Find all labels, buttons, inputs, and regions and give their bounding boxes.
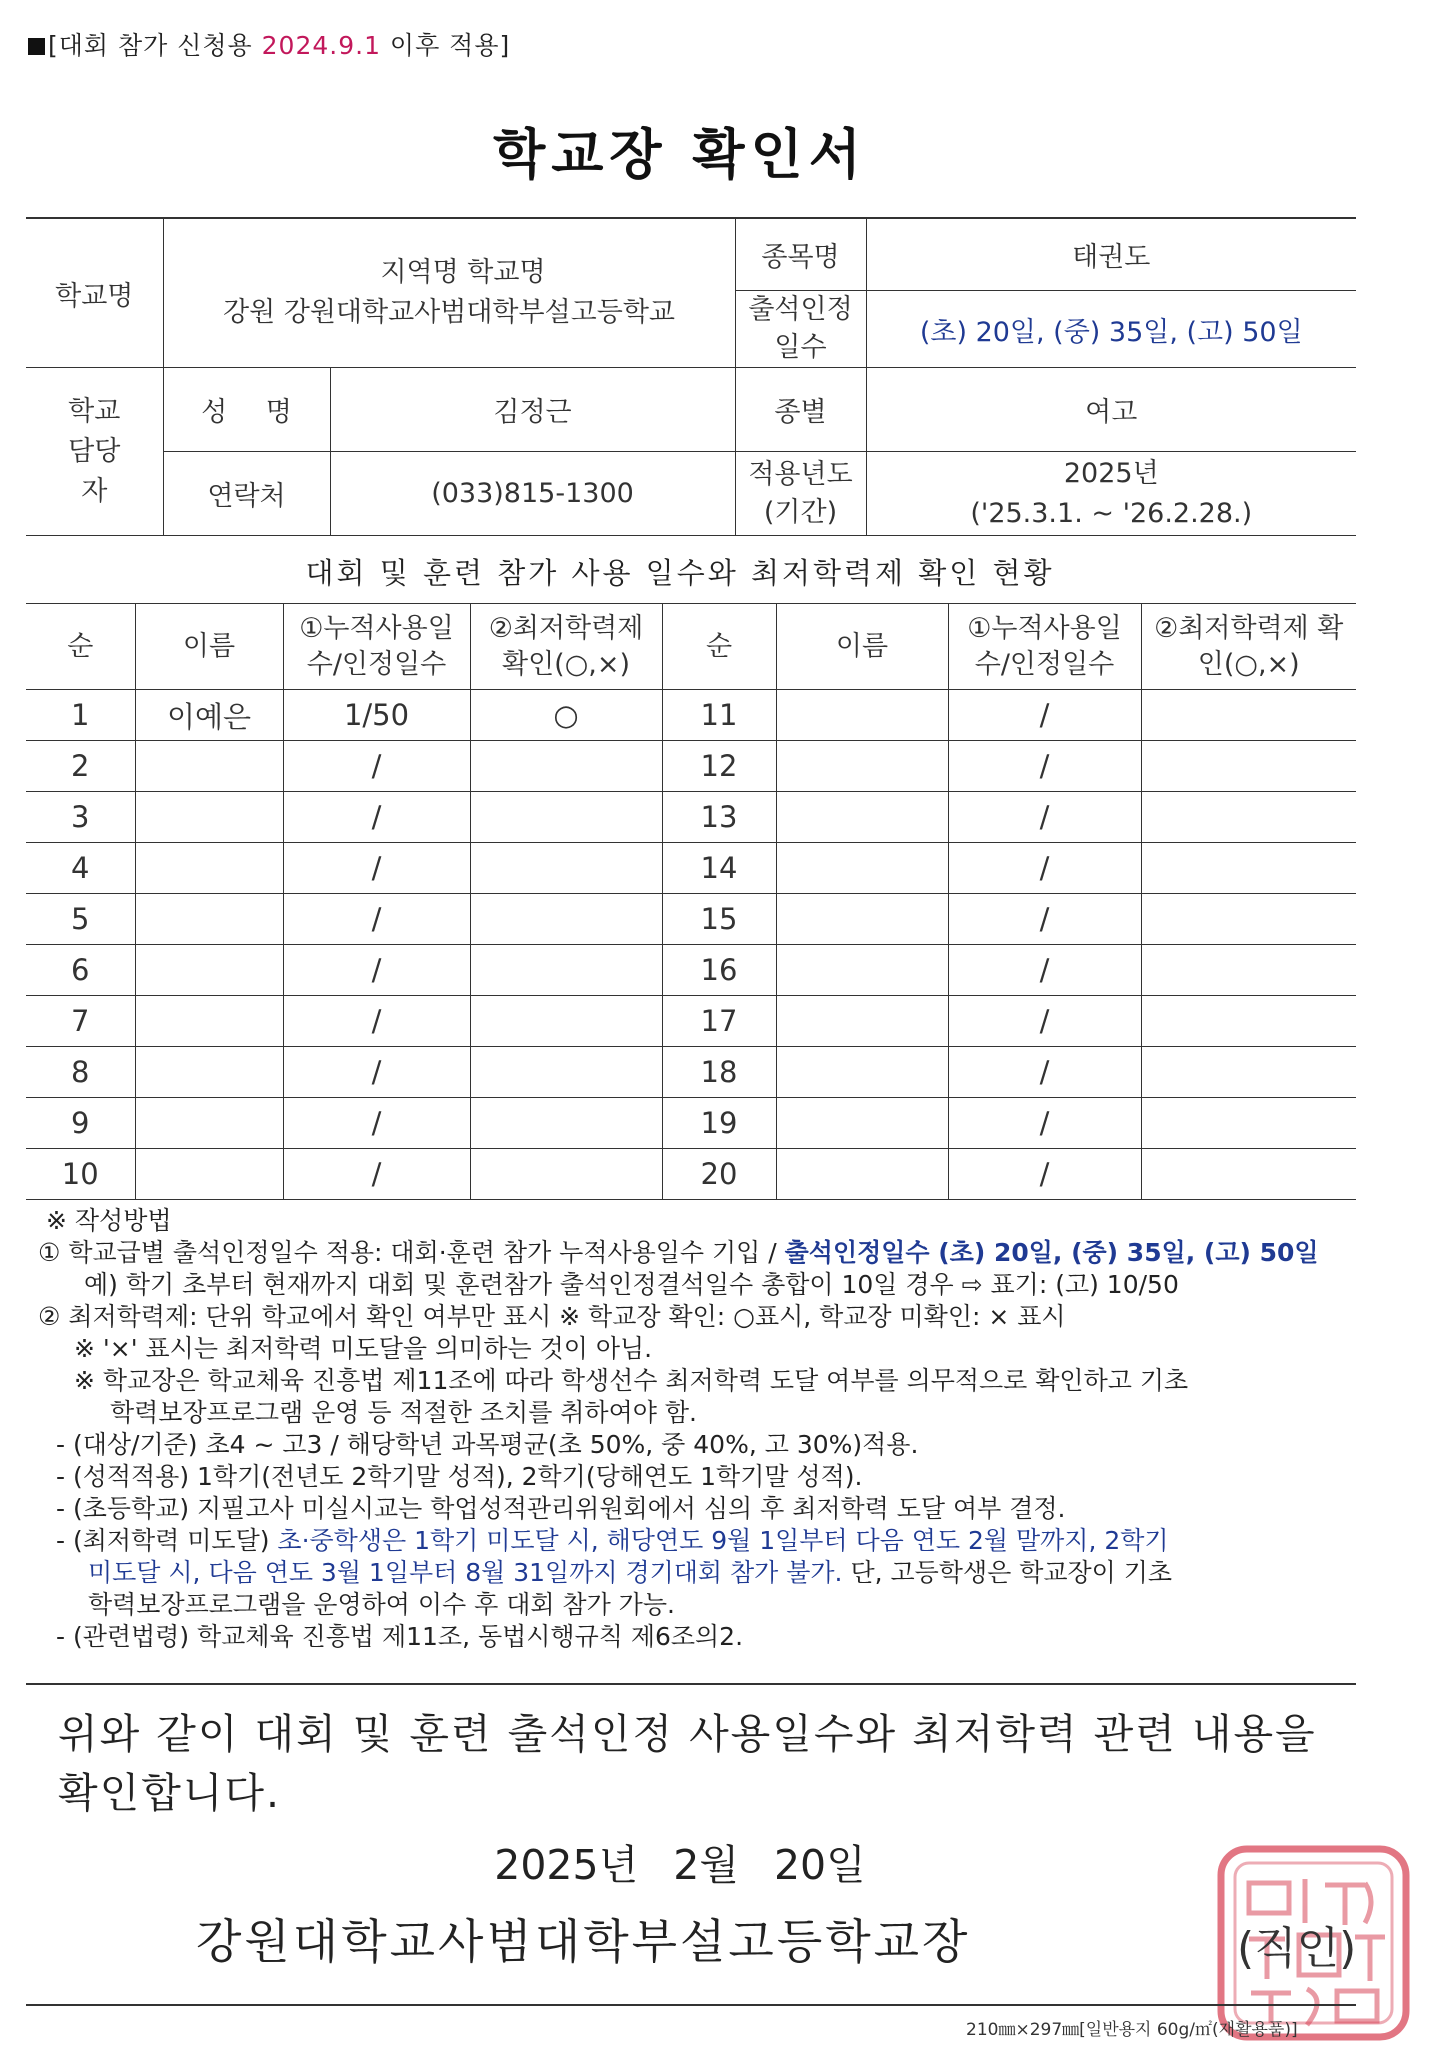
year-label: 적용년도(기간) [735, 452, 866, 536]
row-name-right [776, 894, 948, 945]
row-name-right [776, 690, 948, 741]
row-name-right [776, 945, 948, 996]
row-days-right: / [948, 996, 1141, 1047]
footer-rule [26, 2004, 1356, 2006]
row-check-left [470, 741, 662, 792]
header-days-right: ①누적사용일수/인정일수 [948, 604, 1141, 690]
row-days-right: / [948, 894, 1141, 945]
table-row [26, 1149, 1356, 1200]
notes-rule [26, 1683, 1356, 1685]
row-name-right [776, 1149, 948, 1200]
detail-5: - (관련법령) 학교체육 진흥법 제11조, 동법시행규칙 제6조의2. [56, 1622, 744, 1651]
row-no-right: 19 [662, 1098, 776, 1149]
row-check-right [1141, 741, 1356, 792]
row-check-right [1141, 1047, 1356, 1098]
event-label: 종목명 [735, 219, 866, 291]
row-name-left [135, 792, 283, 843]
row-check-left [470, 1047, 662, 1098]
note-1: ① 학교급별 출석인정일수 적용: 대회·훈련 참가 누적사용일수 기입 / 출석인정일수 (초) 20일, (중) 35일, (고) 50일 [38, 1238, 1319, 1267]
row-no-left: 7 [26, 996, 135, 1047]
row-name-left [135, 741, 283, 792]
row-check-right [1141, 894, 1356, 945]
school-label: 학교명 [26, 219, 163, 368]
row-name-left [135, 1098, 283, 1149]
attendance-value: (초) 20일, (중) 35일, (고) 50일 [866, 291, 1356, 368]
header-name-right: 이름 [776, 604, 948, 690]
row-days-left: / [283, 792, 470, 843]
row-check-left [470, 996, 662, 1047]
year-value: 2025년 [1063, 457, 1159, 489]
header-name-left: 이름 [135, 604, 283, 690]
row-no-left: 1 [26, 690, 135, 741]
row-name-right [776, 741, 948, 792]
row-name-left [135, 996, 283, 1047]
row-no-left: 8 [26, 1047, 135, 1098]
row-check-left [470, 945, 662, 996]
instructions [28, 1205, 1358, 1653]
row-check-left [470, 1149, 662, 1200]
row-check-right [1141, 792, 1356, 843]
confirmation-text: 위와 같이 대회 및 훈련 출석인정 사용일수와 최저학력 관련 내용을 확인합니다. [58, 1710, 1317, 1817]
table-row [26, 741, 1356, 792]
region-school-value: 강원 강원대학교사범대학부설고등학교 [223, 297, 675, 328]
row-no-right: 16 [662, 945, 776, 996]
note-2b-cont: 학력보장프로그램 운영 등 적절한 조치를 취하여야 함. [110, 1398, 697, 1427]
row-name-right [776, 792, 948, 843]
row-check-right [1141, 1149, 1356, 1200]
detail-4-cont: 미도달 시, 다음 연도 3월 1일부터 8월 31일까지 경기대회 참가 불가. 단, 고등학생은 학교장이 기초 [88, 1558, 1173, 1587]
attendance-label: 출석인정일수 [735, 291, 866, 368]
info-table [26, 218, 1356, 536]
row-check-right [1141, 843, 1356, 894]
row-days-right: / [948, 792, 1141, 843]
row-name-right [776, 1098, 948, 1149]
row-name-left [135, 945, 283, 996]
row-days-right: / [948, 1149, 1141, 1200]
row-check-left [470, 894, 662, 945]
name-value: 김정근 [330, 368, 735, 452]
row-name-left [135, 894, 283, 945]
row-days-left: / [283, 741, 470, 792]
detail-4-cont2: 학력보장프로그램을 운영하여 이수 후 대회 참가 가능. [88, 1590, 675, 1619]
row-days-right: / [948, 690, 1141, 741]
row-days-left: / [283, 843, 470, 894]
row-no-left: 5 [26, 894, 135, 945]
row-days-left: / [283, 1047, 470, 1098]
row-no-right: 18 [662, 1047, 776, 1098]
paper-spec: 210㎜×297㎜[일반용지 60g/㎡(재활용품)] [966, 2020, 1298, 2040]
roster-subtitle: 대회 및 훈련 참가 사용 일수와 최저학력제 확인 현황 [305, 556, 1055, 590]
row-no-right: 14 [662, 843, 776, 894]
row-no-left: 6 [26, 945, 135, 996]
row-days-right: / [948, 945, 1141, 996]
header-no-left: 순 [26, 604, 135, 690]
row-days-left: / [283, 945, 470, 996]
table-row [26, 1047, 1356, 1098]
table-row [26, 1098, 1356, 1149]
contact-value: (033)815-1300 [330, 452, 735, 536]
row-days-left: 1/50 [283, 690, 470, 741]
row-no-right: 15 [662, 894, 776, 945]
row-days-right: / [948, 1047, 1141, 1098]
notice-line: [대회 참가 신청용 2024.9.1 이후 적용] [28, 26, 510, 62]
row-name-left [135, 1149, 283, 1200]
principal-title: 강원대학교사범대학부설고등학교장 [196, 1915, 971, 1970]
notice-date: 2024.9.1 [261, 31, 381, 60]
contact-label: 연락처 [163, 452, 330, 536]
row-name-right [776, 1047, 948, 1098]
header-no-right: 순 [662, 604, 776, 690]
table-row [26, 945, 1356, 996]
name-label: 성 명 [163, 368, 330, 452]
row-no-right: 12 [662, 741, 776, 792]
year-cell [866, 452, 1356, 536]
table-row [26, 792, 1356, 843]
note-1-example: 예) 학기 초부터 현재까지 대회 및 훈련참가 출석인정결석일수 총합이 10일 경우 ⇨ 표기: (고) 10/50 [84, 1270, 1179, 1299]
note-2: ② 최저학력제: 단위 학교에서 확인 여부만 표시 ※ 학교장 확인: ○표시, 학교장 미확인: × 표시 [38, 1302, 1066, 1331]
row-days-left: / [283, 1098, 470, 1149]
event-value: 태권도 [866, 219, 1356, 291]
row-no-left: 10 [26, 1149, 135, 1200]
row-no-left: 2 [26, 741, 135, 792]
row-days-left: / [283, 1149, 470, 1200]
note-2a: ※ '×' 표시는 최저학력 미도달을 의미하는 것이 아님. [74, 1334, 653, 1363]
detail-4: - (최저학력 미도달) 초·중학생은 1학기 미도달 시, 해당연도 9월 1일부터 다음 연도 2월 말까지, 2학기 [56, 1526, 1169, 1555]
table-row [26, 996, 1356, 1047]
row-no-right: 17 [662, 996, 776, 1047]
row-name-left [135, 1047, 283, 1098]
row-no-left: 9 [26, 1098, 135, 1149]
notes-heading: ※ 작성방법 [46, 1206, 172, 1235]
page-title: 학교장 확인서 [493, 123, 867, 186]
row-no-right: 13 [662, 792, 776, 843]
note-2b: ※ 학교장은 학교체육 진흥법 제11조에 따라 학생선수 최저학력 도달 여부를 의무적으로 확인하고 기초 [74, 1366, 1189, 1395]
detail-2: - (성적적용) 1학기(전년도 2학기말 성적), 2학기(당해연도 1학기말 성적). [56, 1462, 863, 1491]
row-no-left: 4 [26, 843, 135, 894]
period-value: ('25.3.1. ~ '26.2.28.) [970, 497, 1253, 529]
row-check-left: ○ [470, 690, 662, 741]
row-check-right [1141, 690, 1356, 741]
row-no-right: 20 [662, 1149, 776, 1200]
row-check-right [1141, 945, 1356, 996]
row-days-right: / [948, 741, 1141, 792]
row-check-right [1141, 996, 1356, 1047]
row-days-left: / [283, 894, 470, 945]
row-days-left: / [283, 996, 470, 1047]
table-row [26, 690, 1356, 741]
row-check-left [470, 1098, 662, 1149]
row-check-left [470, 792, 662, 843]
row-no-left: 3 [26, 792, 135, 843]
detail-3: - (초등학교) 지필고사 미실시교는 학업성적관리위원회에서 심의 후 최저학력 도달 여부 결정. [56, 1494, 1066, 1523]
row-name-left: 이예은 [135, 690, 283, 741]
seal-label: (직인) [1237, 1923, 1357, 1974]
square-bullet-icon [28, 38, 45, 55]
row-name-right [776, 996, 948, 1047]
table-row [26, 894, 1356, 945]
type-label: 종별 [735, 368, 866, 452]
manager-label: 학교담당자 [26, 368, 163, 536]
header-days-left: ①누적사용일수/인정일수 [283, 604, 470, 690]
school-cell [163, 219, 735, 368]
row-name-left [135, 843, 283, 894]
header-check-right: ②최저학력제 확인(○,×) [1141, 604, 1356, 690]
confirmation-date: 2025년 2월 20일 [494, 1841, 866, 1889]
type-value: 여고 [866, 368, 1356, 452]
row-check-left [470, 843, 662, 894]
row-name-right [776, 843, 948, 894]
detail-1: - (대상/기준) 초4 ~ 고3 / 해당학년 과목평균(초 50%, 중 40%, 고 30%)적용. [56, 1430, 919, 1459]
row-days-right: / [948, 843, 1141, 894]
roster-table [26, 603, 1356, 1200]
row-days-right: / [948, 1098, 1141, 1149]
row-check-right [1141, 1098, 1356, 1149]
region-school-header: 지역명 학교명 [380, 257, 546, 288]
table-row [26, 843, 1356, 894]
row-no-right: 11 [662, 690, 776, 741]
header-check-left: ②최저학력제 확인(○,×) [470, 604, 662, 690]
